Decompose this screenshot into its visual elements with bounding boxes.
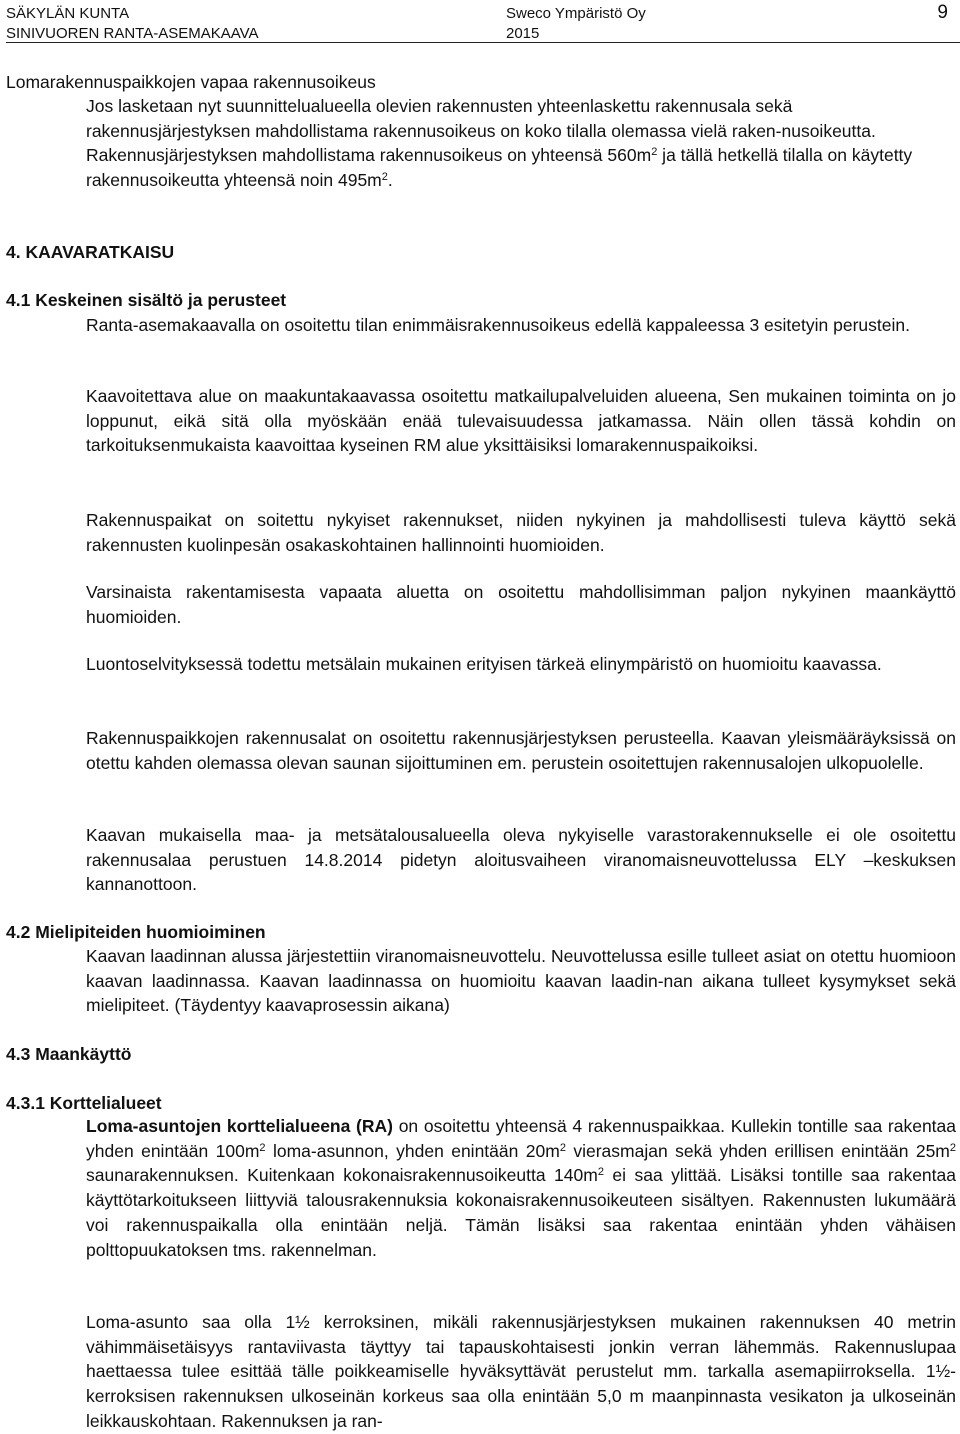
header-municipality: SÄKYLÄN KUNTA	[6, 5, 130, 22]
paragraph-4-1-3: Rakennuspaikat on soitettu nykyiset rakennukset, niiden nykyinen ja mahdollisesti tuleva käyttö sekä rakennusten kuolinpesän osakaskohtainen hallinnointi huomioiden.	[86, 510, 956, 555]
paragraph-4-3-1-1: Loma-asuntojen korttelialueena (RA) on osoitettu yhteensä 4 rakennuspaikkaa. Kullekin tontille saa rakentaa yhden enintään $100m^2$ loma-asunnon, yhden enintään $20m^2$ vierasmajan sekä yhden erillisen enintään $25m^2$ saunarakennuksen. Kuitenkaan kokonaisrakennusoikeutta $140m^2$ ei saa ylittää. Lisäksi tontille saa rakentaa käyttötarkoitukseen liittyviä talousrakennuksia kokonaisrakennusoikeuteen sisältyen. Rakennusten lukumäärä voi rakennuspaikalla olla enintään neljä. Tämän lisäksi saa rakentaa enintään yhden vähäisen polttopuukatoksen tms. rakennelman.	[86, 1116, 957, 1260]
header-divider	[6, 42, 960, 43]
header-left	[6, 4, 259, 44]
header-center	[506, 4, 646, 44]
paragraph-4-1-1: Ranta-asemakaavalla on osoitettu tilan enimmäisrakennusoikeus edellä kappaleessa 3 esitetyin perustein.	[86, 315, 910, 335]
page-number: 9	[937, 2, 948, 23]
header-year: 2015	[506, 25, 540, 42]
paragraph-4-1-5: Luontoselvityksessä todettu metsälain mukainen erityisen tärkeä elinympäristö on huomioitu kaavassa.	[86, 654, 882, 674]
paragraph-4-1-7: Kaavan mukaisella maa- ja metsätalousalueella oleva nykyiselle varastorakennukselle ei ole osoitettu rakennusalaa perustuen 14.8.2014 pidetyn aloitusvaiheen viranomaisneuvottelussa ELY –keskuksen kannanottoon.	[86, 825, 956, 895]
paragraph-4-3-1-2: Loma-asunto saa olla 1½ kerroksinen, mikäli rakennusjärjestyksen mukainen rakennuksen 40 metrin vähimmäisetäisyys rantaviivasta täyttyy tai tapauskohtaisesti jonkin verran lähemmäs. Rakennuslupaa haettaessa tulee esittää tälle poikkeamiselle hyväksyttävät perustelut mm. tarkalla asemapiirroksella. 1½-kerroksisen rakennuksen ulkoseinän korkeus saa olla enintään 5,0 m maanpinnasta vesikaton ja ulkoseinän leikkauskohtaan. Rakennuksen ja ran-	[86, 1312, 956, 1431]
paragraph-4-1-6: Rakennuspaikkojen rakennusalat on osoitettu rakennusjärjestyksen perusteella. Kaavan yleismääräyksissä on otettu kahden olemassa olevan saunan sijoittuminen em. perustein osoitettujen rakennusalojen ulkopuolelle.	[86, 728, 956, 773]
paragraph-4-1-4: Varsinaista rakentamisesta vapaata aluetta on osoitettu mahdollisimman paljon nykyinen maankäyttö huomioiden.	[86, 582, 956, 627]
heading-4-2: 4.2 Mielipiteiden huomioiminen	[6, 922, 266, 942]
heading-4-3-1: 4.3.1 Korttelialueet	[6, 1093, 162, 1113]
heading-kaavaratkaisu: 4. KAAVARATKAISU	[6, 242, 175, 262]
paragraph-vapaa: Jos lasketaan nyt suunnittelualueella olevien rakennusten yhteenlaskettu rakennusala sekä rakennusjärjestyksen mahdollistama rakennusoikeus on koko tilalla olemassa vielä raken-nusoikeutta. Rakennusjärjestyksen mahdollistama rakennusoikeus on yhteensä $560m^2$ ja tällä hetkellä tilalla on käytetty rakennusoikeutta yhteensä noin $495m^2$.	[86, 96, 913, 191]
header-company: Sweco Ympäristö Oy	[506, 5, 646, 22]
heading-4-1: 4.1 Keskeinen sisältö ja perusteet	[6, 290, 287, 310]
heading-vapaa-rakennusoikeus: Lomarakennuspaikkojen vapaa rakennusoikeus	[6, 72, 376, 92]
header-plan-name: SINIVUOREN RANTA-ASEMAKAAVA	[6, 25, 259, 42]
paragraph-4-2-1: Kaavan laadinnan alussa järjestettiin viranomaisneuvottelu. Neuvottelussa esille tulleet asiat on otettu huomioon kaavan laadinnassa. Kaavan laadinnassa on huomioitu kaavan laadin-nan aikana tulleet kysymykset sekä mielipiteet. (Täydentyy kaavaprosessin aikana)	[86, 946, 956, 1016]
heading-4-3: 4.3 Maankäyttö	[6, 1044, 132, 1064]
paragraph-4-1-2: Kaavoitettava alue on maakuntakaavassa osoitettu matkailupalveluiden alueena, Sen mukainen toiminta on jo loppunut, eikä sitä olla myöskään enää tulevaisuudessa jatkamassa. Näin ollen tässä kohdin on tarkoituksenmukaista kaavoittaa kyseinen RM alue yksittäisiksi lomarakennuspaikoiksi.	[86, 386, 956, 456]
